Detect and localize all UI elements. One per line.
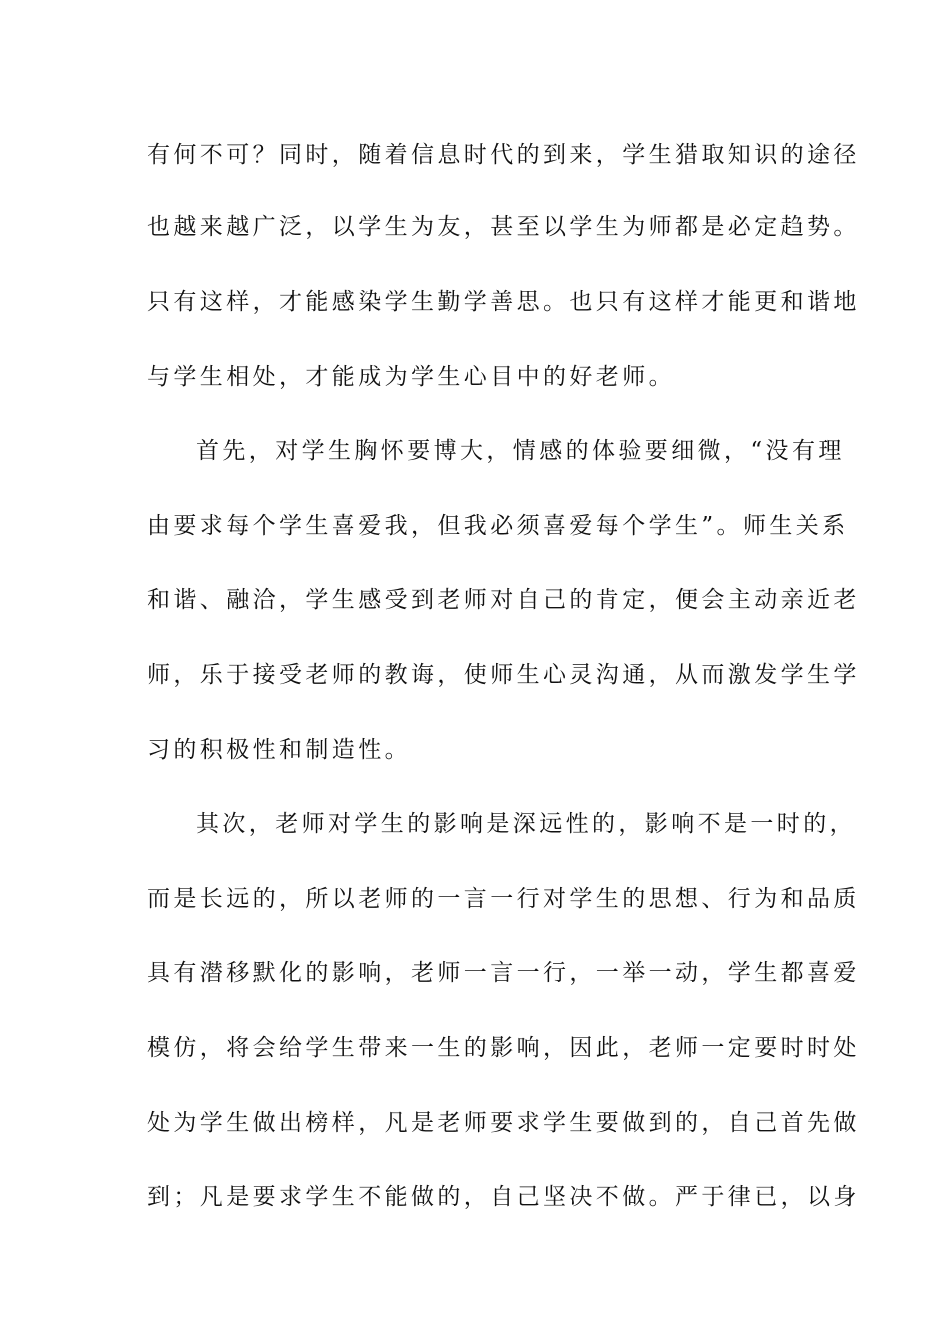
text-line: 由要求每个学生喜爱我，但我必须喜爱每个学生”。师生关系 [147,513,849,539]
text-line: 与学生相处，才能成为学生心目中的好老师。 [147,364,675,390]
text-line: 具有潜移默化的影响，老师一言一行，一举一动，学生都喜爱 [147,960,860,986]
text-line: 模仿，将会给学生带来一生的影响，因此，老师一定要时时处 [147,1035,860,1061]
text-line: 有何不可？同时，随着信息时代的到来，学生猎取知识的途径 [147,142,860,168]
paragraph-first-line: 首先，对学生胸怀要博大，情感的体验要细微，“没有理 [196,438,845,464]
text-line: 处为学生做出榜样，凡是老师要求学生要做到的，自己首先做 [147,1110,860,1136]
text-line: 和谐、融洽，学生感受到老师对自己的肯定，便会主动亲近老 [147,587,860,613]
text-line: 到；凡是要求学生不能做的，自己坚决不做。严于律已，以身 [147,1184,860,1210]
text-line: 习的积极性和制造性。 [147,737,411,763]
text-line: 也越来越广泛，以学生为友，甚至以学生为师都是必定趋势。 [147,214,860,240]
text-line: 师，乐于接受老师的教诲，使师生心灵沟通，从而激发学生学 [147,662,860,688]
text-line: 而是长远的，所以老师的一言一行对学生的思想、行为和品质 [147,886,860,912]
paragraph-first-line: 其次，老师对学生的影响是深远性的，影响不是一时的， [196,811,856,837]
text-line: 只有这样，才能感染学生勤学善思。也只有这样才能更和谐地 [147,289,860,315]
